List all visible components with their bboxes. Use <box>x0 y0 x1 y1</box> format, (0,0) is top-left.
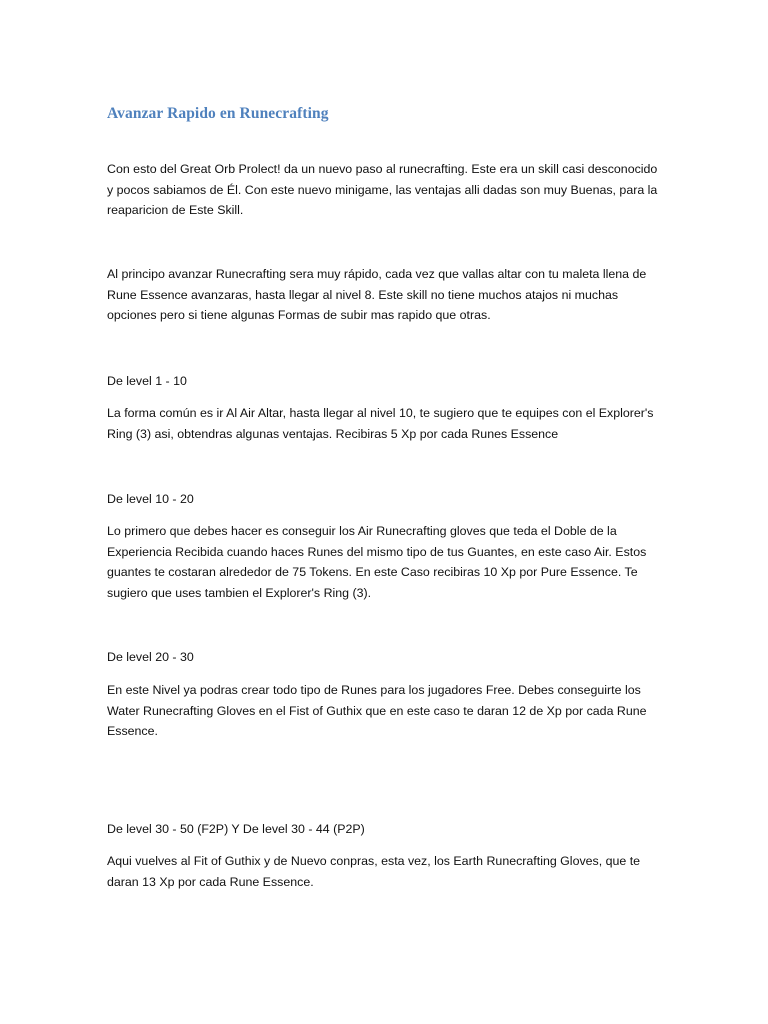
section-body-level-30-50: Aqui vuelves al Fit of Guthix y de Nuevo conpras, esta vez, los Earth Runecrafting Gloves, que te daran 13 Xp por cada Rune Essence. <box>107 854 641 889</box>
section-body-level-1-10: La forma común es ir Al Air Altar, hasta llegar al nivel 10, te sugiero que te equipes con el Explorer's Ring (3) asi, obtendras algunas ventajas. Recibiras 5 Xp por cada Runes Essence <box>107 406 654 441</box>
section-heading-level-30-50: De level 30 - 50 (F2P) Y De level 30 - 44 (P2P) <box>107 822 365 836</box>
document-title: Avanzar Rapido en Runecrafting <box>107 105 329 122</box>
section-heading-level-20-30: De level 20 - 30 <box>107 650 194 664</box>
overview-paragraph: Al principo avanzar Runecrafting sera muy rápido, cada vez que vallas altar con tu maleta llena de Rune Essence avanzaras, hasta llegar al nivel 8. Este skill no tiene muchos atajos ni muchas opciones pero si tiene algunas Formas de subir mas rapido que otras. <box>107 267 647 322</box>
intro-paragraph: Con esto del Great Orb Prolect! da un nuevo paso al runecrafting. Este era un skill casi desconocido y pocos sabiamos de Él. Con este nuevo minigame, las ventajas alli dadas son muy Buenas, para la reaparicion de Este Skill. <box>107 162 658 217</box>
section-heading-level-1-10: De level 1 - 10 <box>107 374 187 388</box>
section-body-level-10-20: Lo primero que debes hacer es conseguir los Air Runecrafting gloves que teda el Doble de la Experiencia Recibida cuando haces Runes del mismo tipo de tus Guantes, en este caso Air. Estos guantes te costaran alrededor de 75 Tokens. En este Caso recibiras 10 Xp por Pure Essence. Te sugiero que uses tambien el Explorer's Ring (3). <box>107 524 647 600</box>
section-heading-level-10-20: De level 10 - 20 <box>107 492 194 506</box>
section-body-level-20-30: En este Nivel ya podras crear todo tipo de Runes para los jugadores Free. Debes conseguirte los Water Runecrafting Gloves en el Fist of Guthix que en este caso te daran 12 de Xp por cada Rune Essence. <box>107 683 647 738</box>
